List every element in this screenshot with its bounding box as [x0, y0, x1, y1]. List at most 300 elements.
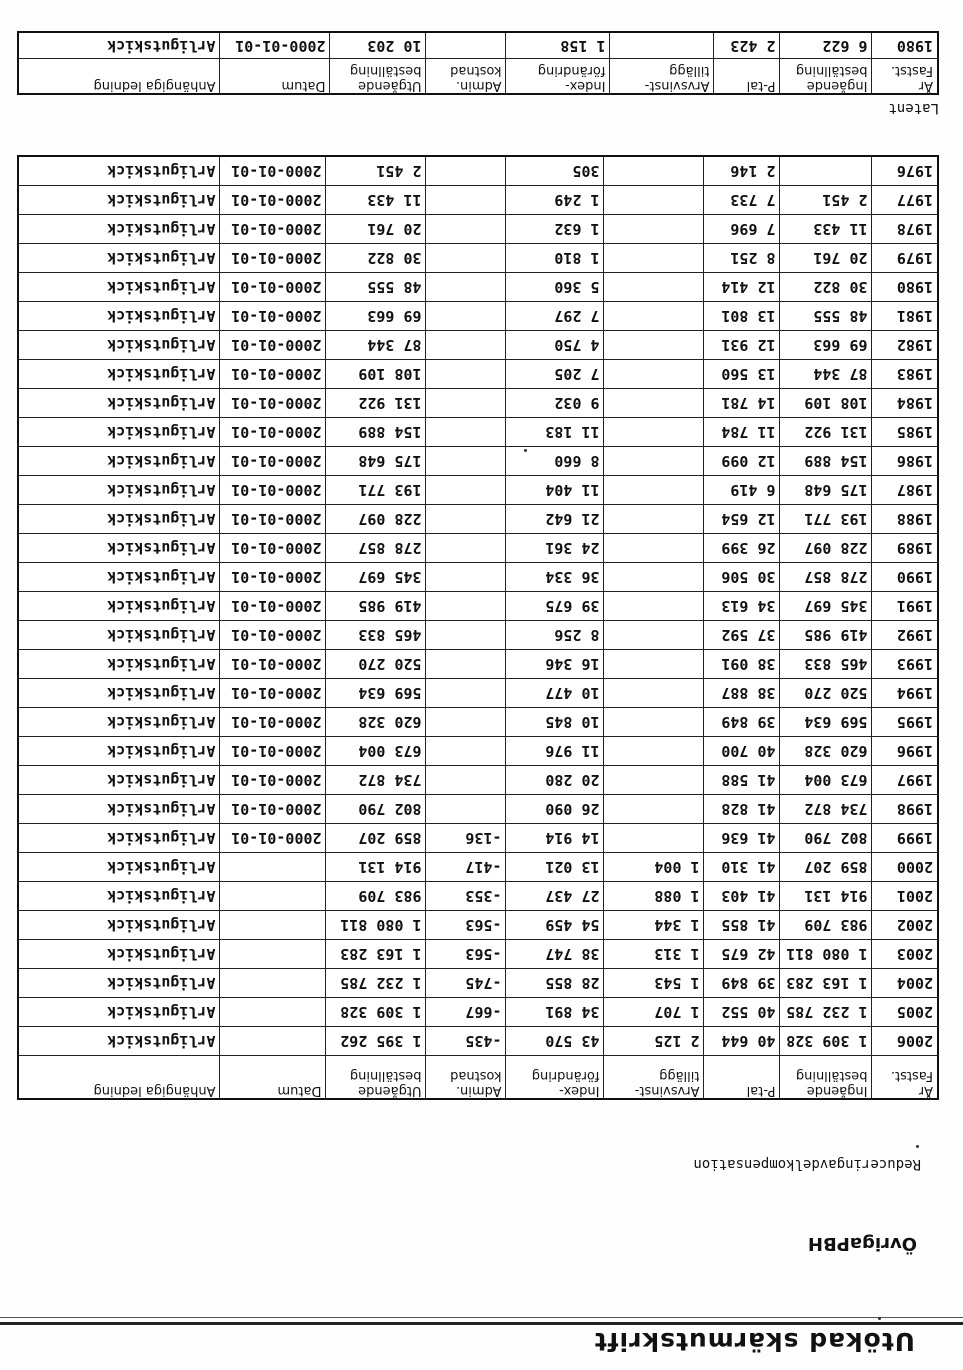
table-cell [604, 650, 704, 679]
table-row [18, 766, 938, 795]
table-row [18, 32, 938, 59]
table-cell: 193 771 [780, 505, 872, 534]
column-header: P-tal [704, 1056, 780, 1100]
table-cell: 2006 [872, 1027, 938, 1056]
table-cell [604, 156, 704, 186]
table-cell [780, 156, 872, 186]
table-cell: Arligutskick [18, 940, 220, 969]
table-cell: 21 642 [506, 505, 604, 534]
table-cell: 2000-01-01 [220, 244, 326, 273]
table-cell [426, 302, 506, 331]
table-cell: 1 309 328 [326, 998, 426, 1027]
table-cell: 12 931 [704, 331, 780, 360]
table-cell: 11 404 [506, 476, 604, 505]
table-cell: 1988 [872, 505, 938, 534]
table-row [18, 534, 938, 563]
table-cell [426, 186, 506, 215]
table-cell: 11 183 [506, 418, 604, 447]
table-cell: 2 451 [326, 156, 426, 186]
table-cell: 38 887 [704, 679, 780, 708]
table-cell: 2000-01-01 [220, 215, 326, 244]
table-cell: 12 654 [704, 505, 780, 534]
table-cell: 2000-01-01 [220, 563, 326, 592]
table-row [18, 418, 938, 447]
table-cell [426, 32, 506, 59]
table-cell: 30 822 [780, 273, 872, 302]
table-cell: 1995 [872, 708, 938, 737]
table-cell: 54 459 [506, 911, 604, 940]
column-header: Arvsvinst-tillägg [604, 1056, 704, 1100]
table-cell: Arligutskick [18, 302, 220, 331]
table-cell: 2004 [872, 969, 938, 998]
table-cell: 1996 [872, 737, 938, 766]
scan-speck [524, 449, 527, 452]
column-header: Anhängiga ledning [18, 1056, 220, 1100]
table-cell: 2000-01-01 [220, 708, 326, 737]
table-cell: 419 985 [780, 621, 872, 650]
table-cell: 154 889 [780, 447, 872, 476]
table-row [18, 389, 938, 418]
table-cell: Arligutskick [18, 766, 220, 795]
table-cell: 2000-01-01 [220, 418, 326, 447]
table-cell: 1 232 785 [780, 998, 872, 1027]
table-cell: 620 328 [326, 708, 426, 737]
table-cell: Arligutskick [18, 1027, 220, 1056]
scan-speck [916, 1145, 919, 1148]
table-cell: Arligutskick [18, 476, 220, 505]
table-cell: 10 203 [330, 32, 426, 59]
table-cell: 10 845 [506, 708, 604, 737]
table-cell: 26 090 [506, 795, 604, 824]
table-cell: Arligutskick [18, 621, 220, 650]
table-row [18, 447, 938, 476]
table-cell: 20 761 [326, 215, 426, 244]
table-cell: 1 810 [506, 244, 604, 273]
title-rule-thin [0, 1317, 963, 1318]
table-cell: 16 346 [506, 650, 604, 679]
table-cell: 983 709 [780, 911, 872, 940]
table-cell: Arligutskick [18, 389, 220, 418]
column-header: Datum [220, 1056, 326, 1100]
table-cell [604, 737, 704, 766]
table-cell: 13 801 [704, 302, 780, 331]
table-cell: 305 [506, 156, 604, 186]
table-cell: 2001 [872, 882, 938, 911]
table-row [18, 679, 938, 708]
table-cell: Arligutskick [18, 824, 220, 853]
table-cell: 1 080 811 [780, 940, 872, 969]
table-cell: 1984 [872, 389, 938, 418]
table-cell: 1 313 [604, 940, 704, 969]
table-cell: 278 857 [780, 563, 872, 592]
table-cell: Arligutskick [18, 853, 220, 882]
table-cell [426, 650, 506, 679]
table-row [18, 824, 938, 853]
table-cell: 1989 [872, 534, 938, 563]
table-cell: 87 344 [326, 331, 426, 360]
table-cell: 2000-01-01 [220, 766, 326, 795]
table-cell: 228 097 [780, 534, 872, 563]
table-cell [426, 795, 506, 824]
table-cell: Arligutskick [18, 679, 220, 708]
table-cell: Arligutskick [18, 273, 220, 302]
table-cell: 1 632 [506, 215, 604, 244]
table-cell: 8 660 [506, 447, 604, 476]
table-cell: 7 733 [704, 186, 780, 215]
table-cell: -136 [426, 824, 506, 853]
table-row [18, 650, 938, 679]
table-cell: 6 419 [704, 476, 780, 505]
table-cell [426, 534, 506, 563]
table-cell: 26 399 [704, 534, 780, 563]
table-cell: 2000-01-01 [220, 824, 326, 853]
table-row [18, 708, 938, 737]
table-cell: -563 [426, 940, 506, 969]
table-cell: 14 914 [506, 824, 604, 853]
table-cell [604, 331, 704, 360]
table-cell: 40 552 [704, 998, 780, 1027]
table-row [18, 969, 938, 998]
table-row [18, 331, 938, 360]
table-cell: 1 707 [604, 998, 704, 1027]
table-cell [426, 360, 506, 389]
table-row [18, 882, 938, 911]
table-cell: 5 360 [506, 273, 604, 302]
table-cell: Arligutskick [18, 882, 220, 911]
table-cell [604, 186, 704, 215]
table-cell: 1978 [872, 215, 938, 244]
table-row [18, 998, 938, 1027]
table-cell [426, 592, 506, 621]
table-cell: 1993 [872, 650, 938, 679]
table-cell [604, 534, 704, 563]
table-cell: 69 663 [326, 302, 426, 331]
table-cell [426, 156, 506, 186]
main-table-caption: Reduceringavdelkompensation [693, 1156, 921, 1172]
table-cell: 802 790 [326, 795, 426, 824]
table-cell: 108 109 [326, 360, 426, 389]
table-cell: 1997 [872, 766, 938, 795]
table-cell: 673 004 [780, 766, 872, 795]
table-cell [604, 389, 704, 418]
table-cell: 1982 [872, 331, 938, 360]
table-cell [426, 679, 506, 708]
table-row [18, 244, 938, 273]
table-cell: 1 163 283 [780, 969, 872, 998]
table-cell: -417 [426, 853, 506, 882]
table-cell: 734 872 [326, 766, 426, 795]
table-cell: 2005 [872, 998, 938, 1027]
table-cell: 1987 [872, 476, 938, 505]
table-cell: 1 395 262 [326, 1027, 426, 1056]
table-cell: 569 634 [326, 679, 426, 708]
table-cell: 36 334 [506, 563, 604, 592]
table-cell [604, 215, 704, 244]
table-cell: 2000-01-01 [220, 360, 326, 389]
table-cell: 278 857 [326, 534, 426, 563]
table-cell: 11 784 [704, 418, 780, 447]
table-cell: 1985 [872, 418, 938, 447]
table-row [18, 156, 938, 186]
table-cell: 1 309 328 [780, 1027, 872, 1056]
table-cell: Arligutskick [18, 563, 220, 592]
table-cell: 20 761 [780, 244, 872, 273]
table-row [18, 186, 938, 215]
table-cell: 1983 [872, 360, 938, 389]
table-cell: 859 207 [780, 853, 872, 882]
column-header: Datum [220, 59, 330, 95]
table-cell: 2 423 [714, 32, 780, 59]
table-cell: 7 696 [704, 215, 780, 244]
table-cell: -667 [426, 998, 506, 1027]
column-header: Index-förändring [506, 1056, 604, 1100]
column-header: Anhängiga ledning [18, 59, 220, 95]
table-cell: 1977 [872, 186, 938, 215]
table-cell [426, 505, 506, 534]
column-header: Admin. kostnad [426, 1056, 506, 1100]
table-cell: 13 560 [704, 360, 780, 389]
table-cell [604, 766, 704, 795]
table-cell: 4 750 [506, 331, 604, 360]
title-rule [0, 1322, 963, 1325]
table-cell: 11 433 [326, 186, 426, 215]
table-cell: 39 849 [704, 969, 780, 998]
table-cell: 8 256 [506, 621, 604, 650]
table-cell: 40 700 [704, 737, 780, 766]
table-cell: 41 855 [704, 911, 780, 940]
table-cell [426, 331, 506, 360]
table-cell: 8 251 [704, 244, 780, 273]
table-cell: Arligutskick [18, 156, 220, 186]
table-cell [604, 708, 704, 737]
table-cell: 1 249 [506, 186, 604, 215]
table-cell: 14 781 [704, 389, 780, 418]
table-cell: Arligutskick [18, 969, 220, 998]
table-cell: 28 855 [506, 969, 604, 998]
table-cell: 2000-01-01 [220, 273, 326, 302]
table-cell: 914 131 [780, 882, 872, 911]
table-cell [604, 418, 704, 447]
table-cell: 2000-01-01 [220, 186, 326, 215]
table-row [18, 1027, 938, 1056]
table-cell: 2000-01-01 [220, 737, 326, 766]
table-cell: 131 922 [780, 418, 872, 447]
table-cell: 12 414 [704, 273, 780, 302]
table-cell: 2000-01-01 [220, 505, 326, 534]
table-row [18, 795, 938, 824]
table-cell: 7 205 [506, 360, 604, 389]
table-cell: 41 588 [704, 766, 780, 795]
table-cell: 345 697 [326, 563, 426, 592]
table-cell: Arligutskick [18, 650, 220, 679]
table-cell [604, 592, 704, 621]
table-cell: 983 709 [326, 882, 426, 911]
table-cell [604, 360, 704, 389]
table-cell [426, 244, 506, 273]
table-cell [220, 882, 326, 911]
column-header: Ingående beställning [780, 1056, 872, 1100]
table-cell: 520 270 [326, 650, 426, 679]
table-cell [426, 389, 506, 418]
table-cell: 2000-01-01 [220, 534, 326, 563]
table-row [18, 911, 938, 940]
table-cell: 2000 [872, 853, 938, 882]
table-cell: 7 297 [506, 302, 604, 331]
table-cell [220, 940, 326, 969]
table-cell: 1979 [872, 244, 938, 273]
table-cell: 2000-01-01 [220, 650, 326, 679]
table-row [18, 476, 938, 505]
table-cell: 2 125 [604, 1027, 704, 1056]
table-cell: 2000-01-01 [220, 447, 326, 476]
table-cell [604, 476, 704, 505]
table-cell: 2002 [872, 911, 938, 940]
table-cell: 1994 [872, 679, 938, 708]
table-cell [426, 563, 506, 592]
table-cell: 108 109 [780, 389, 872, 418]
table-cell: 1 088 [604, 882, 704, 911]
table-cell: 34 613 [704, 592, 780, 621]
table-cell: Arligutskick [18, 215, 220, 244]
table-cell: 2000-01-01 [220, 389, 326, 418]
table-cell [426, 273, 506, 302]
table-cell: 38 747 [506, 940, 604, 969]
table-row [18, 737, 938, 766]
document-title: Utökad skärmutskrift [593, 1327, 915, 1356]
table-cell: 419 985 [326, 592, 426, 621]
table-cell: 69 663 [780, 331, 872, 360]
table-cell: 1986 [872, 447, 938, 476]
table-row [18, 940, 938, 969]
table-cell: 1981 [872, 302, 938, 331]
table-cell: 13 021 [506, 853, 604, 882]
table-row [18, 621, 938, 650]
table-cell: 734 872 [780, 795, 872, 824]
table-cell: Arligutskick [18, 534, 220, 563]
table-cell [604, 273, 704, 302]
table-cell: 40 644 [704, 1027, 780, 1056]
column-header: Ingående beställning [780, 59, 872, 95]
table-cell: 37 592 [704, 621, 780, 650]
table-cell: 2000-01-01 [220, 331, 326, 360]
table-row [18, 505, 938, 534]
table-cell: -435 [426, 1027, 506, 1056]
table-cell: 1 344 [604, 911, 704, 940]
table-cell: Arligutskick [18, 911, 220, 940]
table-cell [426, 766, 506, 795]
table-cell: 1 158 [506, 32, 610, 59]
table-cell [604, 302, 704, 331]
table-cell [604, 824, 704, 853]
table-cell: 2000-01-01 [220, 679, 326, 708]
table-cell: -745 [426, 969, 506, 998]
table-cell: 48 555 [326, 273, 426, 302]
table-cell: Arligutskick [18, 708, 220, 737]
table-cell: Arligutskick [18, 331, 220, 360]
table-body [18, 32, 938, 59]
table-cell: Arligutskick [18, 447, 220, 476]
table-cell: 620 328 [780, 737, 872, 766]
table-cell: 1 163 283 [326, 940, 426, 969]
table-cell [604, 244, 704, 273]
table-cell: Arligutskick [18, 505, 220, 534]
table-cell: Arligutskick [18, 795, 220, 824]
top-table-caption: Latent [888, 100, 939, 116]
table-cell: 24 361 [506, 534, 604, 563]
table-cell: 1980 [872, 273, 938, 302]
column-header: Index-förändring [506, 59, 610, 95]
table-cell: 11 433 [780, 215, 872, 244]
table-cell: 914 131 [326, 853, 426, 882]
column-header: År Fastst. [872, 1056, 938, 1100]
table-cell: 11 976 [506, 737, 604, 766]
table-header-row [18, 59, 938, 95]
table-row [18, 302, 938, 331]
table-cell: 1 080 811 [326, 911, 426, 940]
table-cell: 2000-01-01 [220, 621, 326, 650]
table-cell: 175 648 [780, 476, 872, 505]
column-header: Arvsvinst-tillägg [610, 59, 714, 95]
table-cell: 2003 [872, 940, 938, 969]
table-cell [426, 418, 506, 447]
table-cell: 1976 [872, 156, 938, 186]
table-cell [426, 708, 506, 737]
table-cell: 41 403 [704, 882, 780, 911]
table-cell: 1992 [872, 621, 938, 650]
column-header: År Fastst. [872, 59, 938, 95]
table-cell: Arligutskick [18, 360, 220, 389]
table-cell: 2000-01-01 [220, 156, 326, 186]
scan-speck [878, 1317, 881, 1320]
table-cell: 802 790 [780, 824, 872, 853]
table-cell: 34 891 [506, 998, 604, 1027]
table-cell: 41 828 [704, 795, 780, 824]
table-cell: 2000-01-01 [220, 795, 326, 824]
table-header-row [18, 1056, 938, 1100]
table-cell: 1998 [872, 795, 938, 824]
table-cell [604, 563, 704, 592]
table-cell: 2 146 [704, 156, 780, 186]
table-cell: 1 543 [604, 969, 704, 998]
table-row [18, 853, 938, 882]
table-cell [604, 505, 704, 534]
table-cell: 10 477 [506, 679, 604, 708]
table-cell: 41 636 [704, 824, 780, 853]
table-cell: 87 344 [780, 360, 872, 389]
table-cell: 2 451 [780, 186, 872, 215]
table-cell: 2000-01-01 [220, 32, 330, 59]
column-header: Admin. kostnad [426, 59, 506, 95]
table-cell [604, 795, 704, 824]
section-label: ÖvrigaPBH [807, 1233, 917, 1254]
table-row [18, 273, 938, 302]
table-cell: Arligutskick [18, 737, 220, 766]
table-cell: -563 [426, 911, 506, 940]
table-cell: 131 922 [326, 389, 426, 418]
table-cell [220, 911, 326, 940]
table-cell: 39 675 [506, 592, 604, 621]
table-cell: 9 032 [506, 389, 604, 418]
table-cell: 41 310 [704, 853, 780, 882]
table-cell: 30 506 [704, 563, 780, 592]
table-cell [604, 679, 704, 708]
table-cell [426, 476, 506, 505]
table-cell: 673 004 [326, 737, 426, 766]
table-cell: 193 771 [326, 476, 426, 505]
table-row [18, 360, 938, 389]
table-cell: 39 849 [704, 708, 780, 737]
top-table [17, 31, 939, 95]
